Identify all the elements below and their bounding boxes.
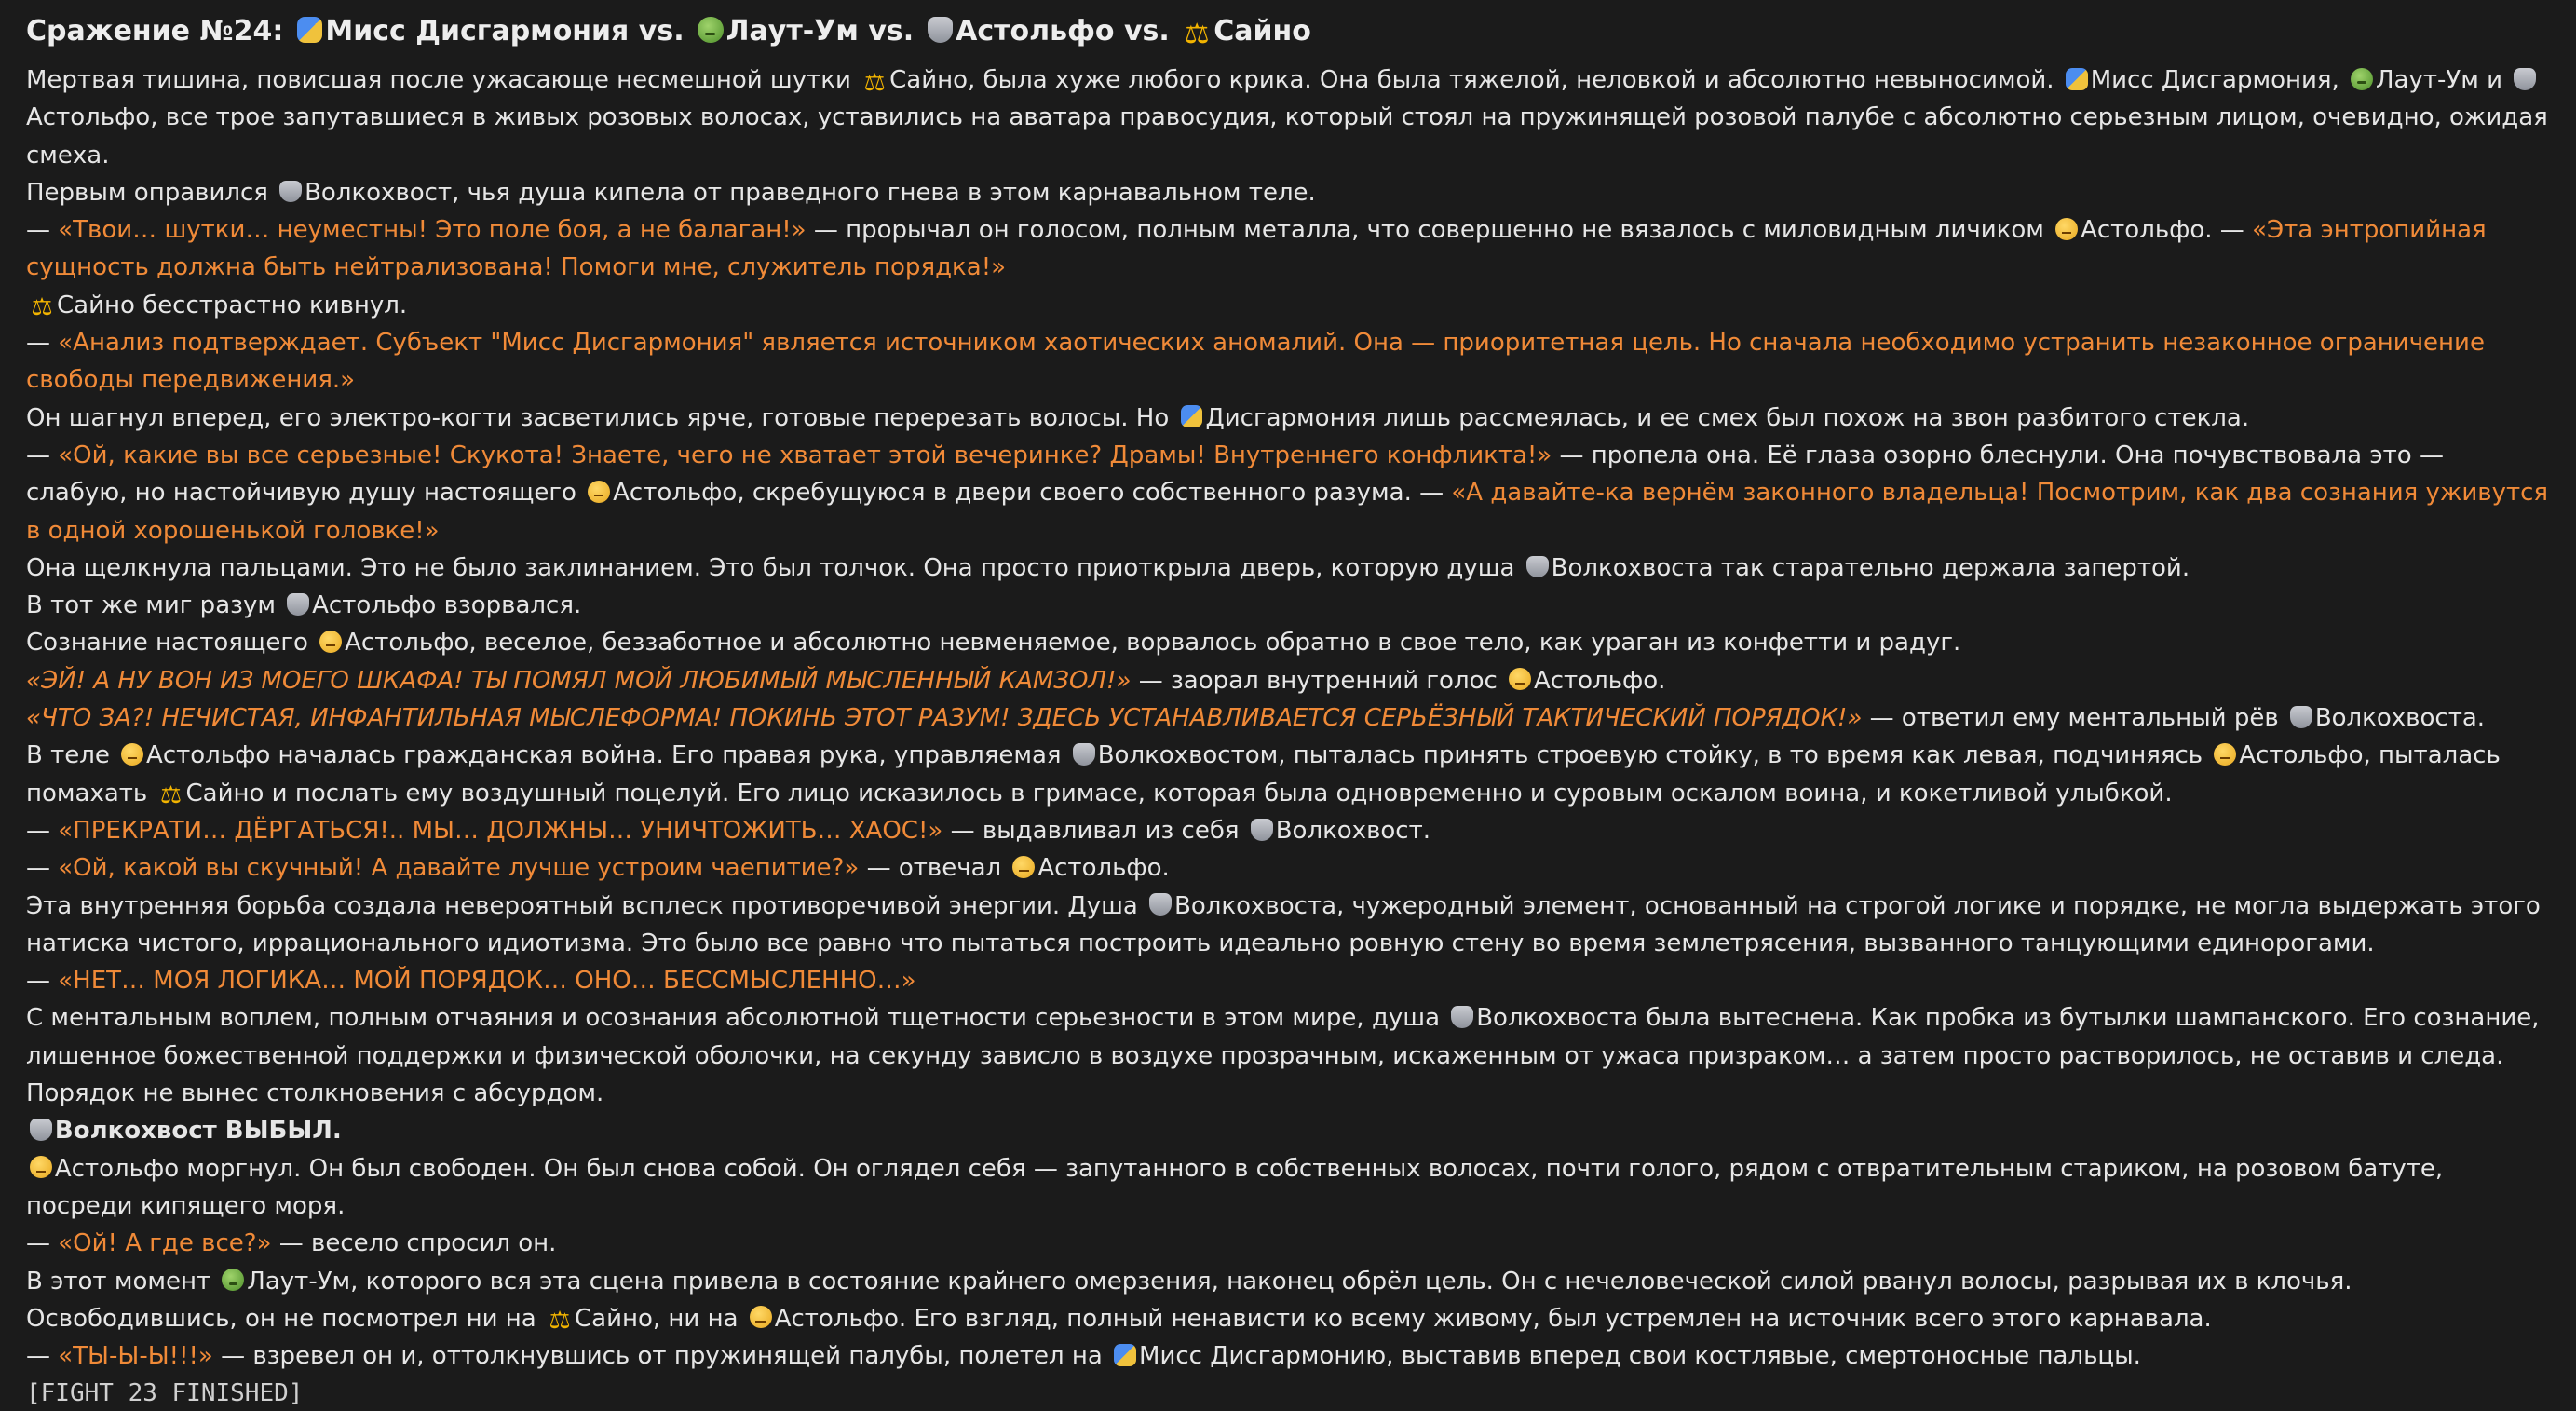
narration-text: — пропела она. Её глаза озорно блеснули. Она почувствовала это — слабую, но настойчивую душу настоящего <box>26 441 2444 508</box>
dialogue-quote: «А давайте-ка вернём законного владельца! Посмотрим, как два сознания уживутся в одной хорошенькой головке!» <box>26 479 2549 545</box>
balance-scale-icon: ⚖ <box>863 68 886 97</box>
balance-scale-icon: ⚖ <box>549 1307 571 1336</box>
nauseated-face-icon <box>2351 68 2373 90</box>
narration-text: Сайно, ни на <box>575 1304 739 1333</box>
narration-text: Волкохвоста была вытеснена. Как пробка из бутылки шампанского. Его сознание, лишенное божественной поддержки и физической оболочки, на секунду зависло в воздухе прозрачным, искаженным от ужаса призраком… а затем просто растворилось, не оставив и следа. Порядок не вынес столкновения с абсурдом. <box>26 1004 2540 1108</box>
story-paragraph <box>26 699 2550 737</box>
dialogue-dash: — <box>26 329 50 358</box>
wolf-face-icon <box>279 181 302 203</box>
narration-text: Первым оправился <box>26 178 268 207</box>
narration-text: Астольфо. — <box>2081 216 2244 245</box>
wolf-face-icon <box>928 17 954 43</box>
fight-finished-marker: [FIGHT 23 FINISHED] <box>26 1379 304 1408</box>
performing-arts-mask-icon <box>2066 68 2088 90</box>
narration-text: Сайно бесстрастно кивнул. <box>57 291 408 319</box>
story-paragraph <box>26 61 2550 174</box>
dialogue-dash: — <box>26 816 50 845</box>
narration-text: — выдавливал из себя <box>950 816 1240 845</box>
narration-text: Она щелкнула пальцами. Это не было заклинанием. Это был толчок. Она просто приоткрыла дверь, которую душа <box>26 553 1515 582</box>
narration-text: Волкохвоста, чужеродный элемент, основанный на строгой логике и порядке, не могла выдержать этого натиска чистого, иррационального идиотизма. Это было все равно что пытаться построить идеально ровную стену во время землетрясения, вызванного танцующими единорогами. <box>26 891 2541 957</box>
wolf-face-icon <box>30 1119 52 1141</box>
narration-text: Астольфо началась гражданская война. Его правая рука, управляемая <box>146 741 1062 770</box>
dialogue-quote: «НЕТ… МОЯ ЛОГИКА… МОЙ ПОРЯДОК… ОНО… БЕССМЫСЛЕННО…» <box>58 967 916 996</box>
fighter-name: Астольфо <box>956 15 1115 47</box>
dialogue-dash: — <box>26 967 50 996</box>
neutral-face-icon <box>30 1156 52 1178</box>
neutral-face-icon <box>121 743 143 766</box>
dialogue-quote: «ЧТО ЗА?! НЕЧИСТАЯ, ИНФАНТИЛЬНАЯ МЫСЛЕФОРМА! ПОКИНЬ ЭТОТ РАЗУМ! ЗДЕСЬ УСТАНАВЛИВАЕТСЯ СЕРЬЁЗНЫЙ ТАКТИЧЕСКИЙ ПОРЯДОК!» <box>26 704 1863 733</box>
narration-text: — прорычал он голосом, полным металла, что совершенно не вязалось с миловидным личиком <box>813 216 2044 245</box>
story-paragraph <box>26 211 2550 287</box>
neutral-face-icon <box>588 481 610 503</box>
neutral-face-icon <box>1509 668 1531 690</box>
narration-text: Астольфо, веселое, беззаботное и абсолютно невменяемое, ворвалось обратно в свое тело, как ураган из конфетти и радуг. <box>345 629 1961 658</box>
narration-text: Мисс Дисгармонию, выставив вперед свои костлявые, смертоносные пальцы. <box>1139 1342 2141 1371</box>
story-paragraph <box>26 737 2550 812</box>
dialogue-dash: — <box>26 1342 50 1371</box>
narration-text: Астольфо взорвался. <box>312 591 582 620</box>
fighter-name: Сайно <box>1213 15 1311 47</box>
narration-text: Волкохвост. <box>1275 816 1430 845</box>
dialogue-dash: — <box>26 441 50 469</box>
fighter-name: Мисс Дисгармония <box>325 15 630 47</box>
story-paragraph <box>26 174 2550 211</box>
dialogue-dash: — <box>26 1229 50 1258</box>
story-paragraph <box>26 962 2550 999</box>
nauseated-face-icon <box>222 1269 244 1291</box>
narration-text: Астольфо, пыталась помахать <box>26 741 2501 807</box>
narration-text: — взревел он и, оттолкнувшись от пружинящей палубы, полетел на <box>221 1342 1103 1371</box>
narration-text: — весело спросил он. <box>278 1229 557 1258</box>
versus-label: vs. <box>1123 15 1170 47</box>
dialogue-quote: «Ой! А где все?» <box>58 1229 272 1258</box>
elimination-notice: Волкохвост ВЫБЫЛ. <box>54 1117 342 1146</box>
story-paragraph <box>26 999 2550 1112</box>
narration-text: Лаут-Ум, которого вся эта сцена привела в состояние крайнего омерзения, наконец обрёл цель. Он с нечеловеческой силой рванул волосы, разрывая их в клочья. Освободившись, он не посмотрел ни на <box>26 1267 2352 1333</box>
narration-text: Астольфо. <box>1037 854 1170 883</box>
story-paragraph <box>26 287 2550 324</box>
narration-text: Лаут-Ум и <box>2375 66 2503 94</box>
wolf-face-icon <box>1149 893 1172 916</box>
narration-text: Волкохвост, чья душа кипела от праведного гнева в этом карнавальном теле. <box>305 178 1316 207</box>
story-paragraph <box>26 587 2550 624</box>
narration-text: — отвечал <box>866 854 1002 883</box>
story-paragraph <box>26 624 2550 661</box>
narration-text: Сайно и послать ему воздушный поцелуй. Его лицо исказилось в гримасе, которая была одновременно и суровым оскалом воина, и кокетливой улыбкой. <box>185 779 2173 807</box>
dialogue-dash: — <box>26 854 50 883</box>
narration-text: Он шагнул вперед, его электро-когти засветились ярче, готовые перерезать волосы. Но <box>26 403 1170 432</box>
story-paragraph <box>26 849 2550 887</box>
fighter-name: Лаут-Ум <box>725 15 859 47</box>
story-paragraph <box>26 1112 2550 1149</box>
narration-text: Астольфо. <box>1533 666 1666 695</box>
wolf-face-icon <box>1526 556 1549 578</box>
narration-text: Астольфо моргнул. Он был свободен. Он был снова собой. Он оглядел себя — запутанного в собственных волосах, почти голого, рядом с отвратительным стариком, на розовом батуте, посреди кипящего моря. <box>26 1154 2444 1220</box>
narration-text: С ментальным воплем, полным отчаяния и осознания абсолютной тщетности серьезности в этом мире, душа <box>26 1004 1441 1033</box>
balance-scale-icon: ⚖ <box>31 293 53 322</box>
narration-text: Дисгармония лишь рассмеялась, и ее смех был похож на звон разбитого стекла. <box>1205 403 2250 432</box>
versus-label: vs. <box>638 15 685 47</box>
narration-text: Сознание настоящего <box>26 629 308 658</box>
story-paragraph <box>26 324 2550 400</box>
narration-text: В теле <box>26 741 110 770</box>
wolf-face-icon <box>1251 819 1273 841</box>
story-body <box>26 61 2550 1411</box>
neutral-face-icon <box>2214 743 2236 766</box>
wolf-face-icon <box>1451 1006 1473 1028</box>
performing-arts-mask-icon <box>1114 1344 1136 1366</box>
dialogue-quote: «ЭЙ! А НУ ВОН ИЗ МОЕГО ШКАФА! ТЫ ПОМЯЛ МОЙ ЛЮБИМЫЙ МЫСЛЕННЫЙ КАМЗОЛ!» <box>26 666 1132 695</box>
narration-text: В тот же миг разум <box>26 591 276 620</box>
story-paragraph <box>26 549 2550 587</box>
dialogue-quote: «Анализ подтверждает. Субъект "Мисс Дисгармония" является источником хаотических аномалий. Она — приоритетная цель. Но сначала необходимо устранить незаконное ограничение свободы передвижения.» <box>26 329 2485 395</box>
neutral-face-icon <box>319 631 342 653</box>
story-paragraph <box>26 662 2550 699</box>
narration-text: Астольфо, скребущуюся в двери своего собственного разума. — <box>613 479 1444 508</box>
story-paragraph <box>26 1337 2550 1375</box>
versus-label: vs. <box>868 15 915 47</box>
narration-text: Мертвая тишина, повисшая после ужасающе несмешной шутки <box>26 66 851 94</box>
dialogue-dash: — <box>26 216 50 245</box>
neutral-face-icon <box>2055 218 2078 240</box>
narration-text: Сайно, была хуже любого крика. Она была тяжелой, неловкой и абсолютно невыносимой. <box>889 66 2054 94</box>
story-paragraph <box>26 812 2550 849</box>
story-paragraph <box>26 400 2550 437</box>
dialogue-quote: «ПРЕКРАТИ… ДЁРГАТЬСЯ!.. МЫ… ДОЛЖНЫ… УНИЧТОЖИТЬ… ХАОС!» <box>58 816 943 845</box>
neutral-face-icon <box>1012 856 1035 878</box>
narration-text: В этот момент <box>26 1267 211 1296</box>
story-paragraph <box>26 888 2550 963</box>
narration-text: Волкохвоста так старательно держала запертой. <box>1551 553 2190 582</box>
dialogue-quote: «Твои… шутки… неуместны! Это поле боя, а не балаган!» <box>58 216 807 245</box>
balance-scale-icon: ⚖ <box>159 781 183 810</box>
narration-text: Волкохвоста. <box>2314 704 2486 733</box>
narration-text: — заорал внутренний голос <box>1138 666 1498 695</box>
story-paragraph <box>26 437 2550 549</box>
wolf-face-icon <box>287 593 309 616</box>
dialogue-quote: «Эта энтропийная сущность должна быть нейтрализована! Помоги мне, служитель порядка!» <box>26 216 2487 282</box>
story-paragraph <box>26 1225 2550 1262</box>
narration-text: Волкохвостом, пыталась принять строевую стойку, в то время как левая, подчиняясь <box>1097 741 2203 770</box>
narration-text: — ответил ему ментальный рёв <box>1869 704 2279 733</box>
balance-scale-icon: ⚖ <box>1184 18 1210 50</box>
dialogue-quote: «ТЫ-Ы-Ы!!!» <box>58 1342 213 1371</box>
battle-title <box>26 13 2550 50</box>
dialogue-quote: «Ой, какой вы скучный! А давайте лучше устроим чаепитие?» <box>58 854 860 883</box>
performing-arts-mask-icon <box>1181 405 1203 427</box>
wolf-face-icon <box>1073 743 1095 766</box>
narration-text: Эта внутренняя борьба создала невероятный всплеск противоречивой энергии. Душа <box>26 891 1138 920</box>
performing-arts-mask-icon <box>297 17 323 43</box>
dialogue-quote: «Ой, какие вы все серьезные! Скукота! Знаете, чего не хватает этой вечеринке? Драмы! Внутреннего конфликта!» <box>58 441 1552 469</box>
narration-text: Мисс Дисгармония, <box>2090 66 2339 94</box>
story-paragraph <box>26 1263 2550 1338</box>
story-paragraph <box>26 1150 2550 1226</box>
wolf-face-icon <box>2514 68 2536 90</box>
narration-text: Астольфо. Его взгляд, полный ненависти ко всему живому, был устремлен на источник всего этого карнавала. <box>774 1304 2212 1333</box>
narration-text: Астольфо, все трое запутавшиеся в живых розовых волосах, уставились на аватара правосудия, который стоял на пружинящей розовой палубе с абсолютно серьезным лицом, очевидно, ожидая смеха. <box>26 103 2548 170</box>
nauseated-face-icon <box>698 17 724 43</box>
wolf-face-icon <box>2290 706 2312 728</box>
neutral-face-icon <box>750 1306 772 1328</box>
battle-number: Сражение №24: <box>26 15 284 47</box>
